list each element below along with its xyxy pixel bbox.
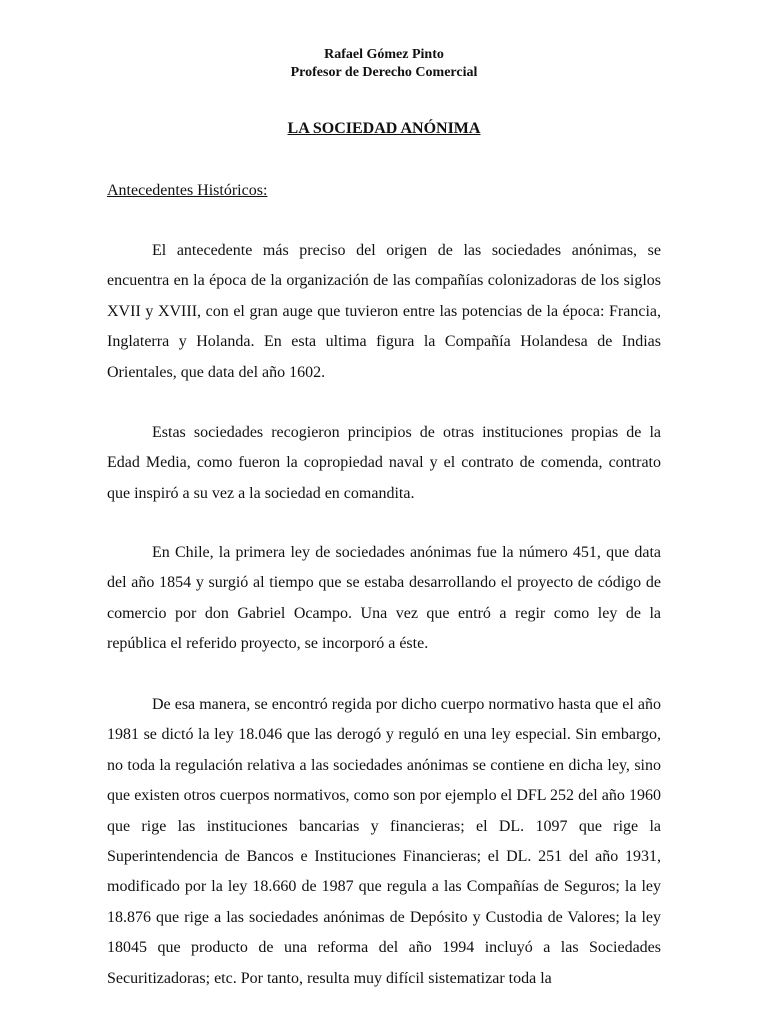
section-heading: Antecedentes Históricos: bbox=[107, 182, 268, 199]
paragraph-2 bbox=[107, 418, 661, 509]
paragraph-3 bbox=[107, 538, 661, 660]
paragraph-text: En Chile, la primera ley de sociedades anónimas fue la número 451, que data del año 1854 y surgió al tiempo que se estaba desarrollando el proyecto de código de comercio por don Gabriel Ocampo. Una vez que entró a regir como ley de la república el referido proyecto, se incorporó a éste. bbox=[107, 544, 661, 653]
author-name: Rafael Gómez Pinto bbox=[324, 47, 444, 62]
paragraph-text: El antecedente más preciso del origen de las sociedades anónimas, se encuentra en la época de la organización de las compañías colonizadoras de los siglos XVII y XVIII, con el gran auge que tuvieron entre las potencias de la época: Francia, Inglaterra y Holanda. En esta ultima figura la Compañía Holandesa de Indias Orientales, que data del año 1602. bbox=[107, 242, 661, 381]
paragraph-text: Estas sociedades recogieron principios de otras instituciones propias de la Edad Media, como fueron la copropiedad naval y el contrato de comenda, contrato que inspiró a su vez a la sociedad en comandita. bbox=[107, 424, 661, 502]
author-role: Profesor de Derecho Comercial bbox=[290, 65, 478, 80]
document-title: LA SOCIEDAD ANÓNIMA bbox=[287, 120, 481, 137]
paragraph-text: De esa manera, se encontró regida por dicho cuerpo normativo hasta que el año 1981 se dictó la ley 18.046 que las derogó y reguló en una ley especial. Sin embargo, no toda la regulación relativa a las sociedades anónimas se contiene en dicha ley, sino que existen otros cuerpos normativos, como son por ejemplo el DFL 252 del año 1960 que rige las instituciones bancarias y financieras; el DL. 1097 que rige la Superintendencia de Bancos e Instituciones Financieras; el DL. 251 del año 1931, modificado por la ley 18.660 de 1987 que regula a las Compañías de Seguros; la ley 18.876 que rige a las sociedades anónimas de Depósito y Custodia de Valores; la ley 18045 que producto de una reforma del año 1994 incluyó a las Sociedades Securitizadoras; etc. Por tanto, resulta muy difícil sistematizar toda la bbox=[107, 696, 661, 987]
paragraph-4 bbox=[107, 690, 661, 994]
paragraph-1 bbox=[107, 236, 661, 388]
